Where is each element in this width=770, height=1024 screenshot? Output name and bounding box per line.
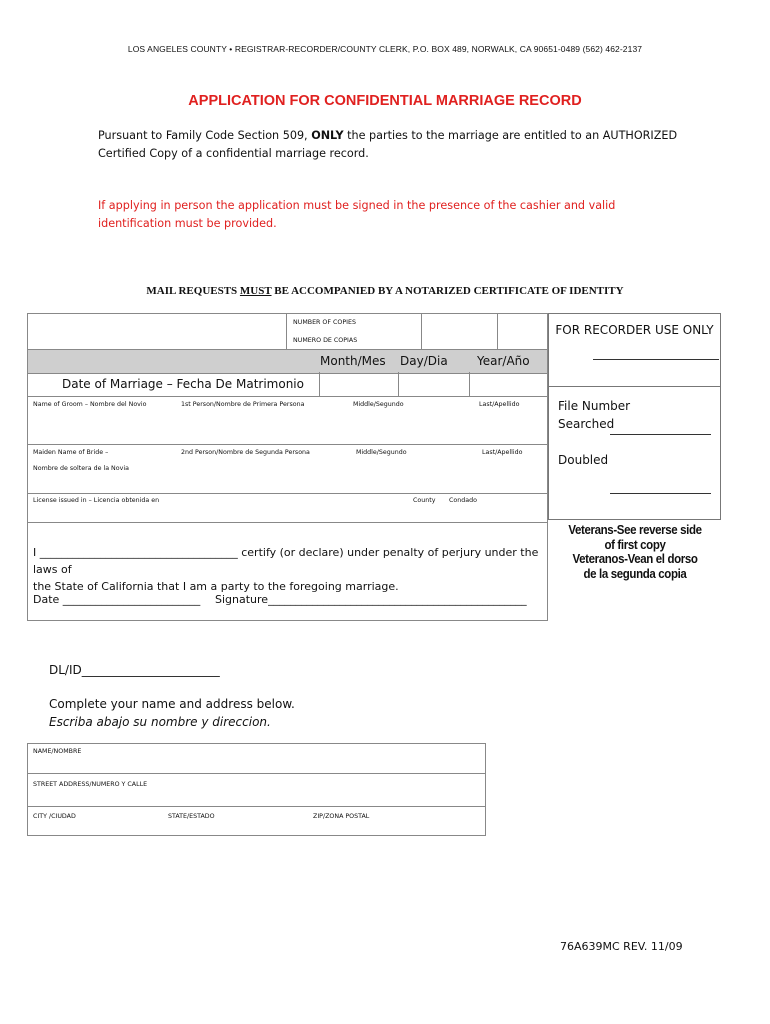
date-field[interactable]: Date _________________________ xyxy=(33,593,201,606)
recorder-use-title: FOR RECORDER USE ONLY xyxy=(555,323,714,337)
veterans-note xyxy=(557,523,713,581)
month-input[interactable] xyxy=(320,373,397,395)
date-of-marriage-label: Date of Marriage – Fecha De Matrimonio xyxy=(62,377,304,391)
certify-line2: the State of California that I am a party to the foregoing marriage. xyxy=(33,580,399,593)
name-label: NAME/NOMBRE xyxy=(33,748,82,755)
warning-line1: If applying in person the application must be signed in the presence of the cashier and valid xyxy=(98,199,616,212)
groom-last-label: Last/Apellido xyxy=(479,401,520,408)
name-input[interactable] xyxy=(30,757,483,772)
form-number: 76A639MC REV. 11/09 xyxy=(560,940,683,953)
in-person-warning xyxy=(98,197,698,233)
intro-paragraph xyxy=(98,127,698,163)
bride-name-input[interactable] xyxy=(30,474,545,492)
bride-label: Maiden Name of Bride – xyxy=(33,449,109,456)
county-label: County xyxy=(413,497,436,504)
bride-last-label: Last/Apellido xyxy=(482,449,523,456)
address-instruction-es: Escriba abajo su nombre y direccion. xyxy=(49,715,271,729)
form-title: APPLICATION FOR CONFIDENTIAL MARRIAGE RECORD xyxy=(188,93,582,109)
copies-label: NUMBER OF COPIES xyxy=(293,319,356,326)
doubled-label: Doubled xyxy=(558,453,609,467)
warning-line2: identification must be provided. xyxy=(98,217,277,230)
file-number-label: File Number xyxy=(558,399,631,413)
veterans-line1: Veterans-See reverse side xyxy=(568,523,702,537)
address-instruction: Complete your name and address below. xyxy=(49,697,295,711)
groom-middle-label: Middle/Segundo xyxy=(353,401,404,408)
year-label: Year/Año xyxy=(477,354,530,368)
condado-label: Condado xyxy=(449,497,477,504)
intro-line2: Certified Copy of a confidential marriage record. xyxy=(98,147,369,160)
intro-line1-post: the parties to the marriage are entitled to an AUTHORIZED xyxy=(343,129,678,142)
street-input[interactable] xyxy=(30,790,483,805)
date-header-bar xyxy=(28,349,547,374)
bride-label-es: Nombre de soltera de la Novia xyxy=(33,465,129,472)
groom-label: Name of Groom – Nombre del Novio xyxy=(33,401,147,408)
day-input[interactable] xyxy=(399,373,468,395)
mail-requests-notice xyxy=(0,285,770,297)
groom-name-input[interactable] xyxy=(30,410,545,444)
mail-post: BE ACCOMPANIED BY A NOTARIZED CERTIFICATE OF IDENTITY xyxy=(271,285,624,297)
license-label: License issued in – Licencia obtenida en xyxy=(33,497,160,504)
state-label: STATE/ESTADO xyxy=(168,813,215,820)
certification-statement xyxy=(33,544,543,595)
city-state-zip-input[interactable] xyxy=(30,822,483,834)
city-label: CITY /CIUDAD xyxy=(33,813,76,820)
veterans-line3: Veteranos-Vean el dorso xyxy=(572,552,698,566)
dl-id-field[interactable]: DL/ID_______________________ xyxy=(49,663,220,677)
certify-line1: I ____________________________________ certify (or declare) under penalty of perjury under the laws of xyxy=(33,546,539,576)
bride-second-label: 2nd Person/Nombre de Segunda Persona xyxy=(181,449,310,456)
license-input[interactable] xyxy=(30,506,545,520)
copies-input[interactable] xyxy=(423,315,495,347)
zip-label: ZIP/ZONA POSTAL xyxy=(313,813,370,820)
mail-pre: MAIL REQUESTS xyxy=(146,285,240,297)
veterans-line4: de la segunda copia xyxy=(583,566,687,581)
veterans-line2: of first copy xyxy=(604,537,666,552)
intro-line1-pre: Pursuant to Family Code Section 509, xyxy=(98,129,312,142)
signature-field[interactable]: Signature_______________________________________________ xyxy=(215,593,527,606)
intro-line1-bold: ONLY xyxy=(311,129,344,142)
searched-label: Searched xyxy=(558,417,615,431)
day-label: Day/Dia xyxy=(400,354,448,368)
copies-input-2[interactable] xyxy=(499,315,546,347)
bride-middle-label: Middle/Segundo xyxy=(356,449,407,456)
copies-label-es: NUMERO DE COPIAS xyxy=(293,337,358,344)
year-input[interactable] xyxy=(470,373,546,395)
street-label: STREET ADDRESS/NUMERO Y CALLE xyxy=(33,781,148,788)
agency-address: LOS ANGELES COUNTY • REGISTRAR-RECORDER/COUNTY CLERK, P.O. BOX 489, NORWALK, CA 90651-0489 (562) 462-2137 xyxy=(127,44,643,54)
month-label: Month/Mes xyxy=(320,354,386,368)
groom-first-label: 1st Person/Nombre de Primera Persona xyxy=(181,401,305,408)
mail-must: MUST xyxy=(239,285,272,297)
